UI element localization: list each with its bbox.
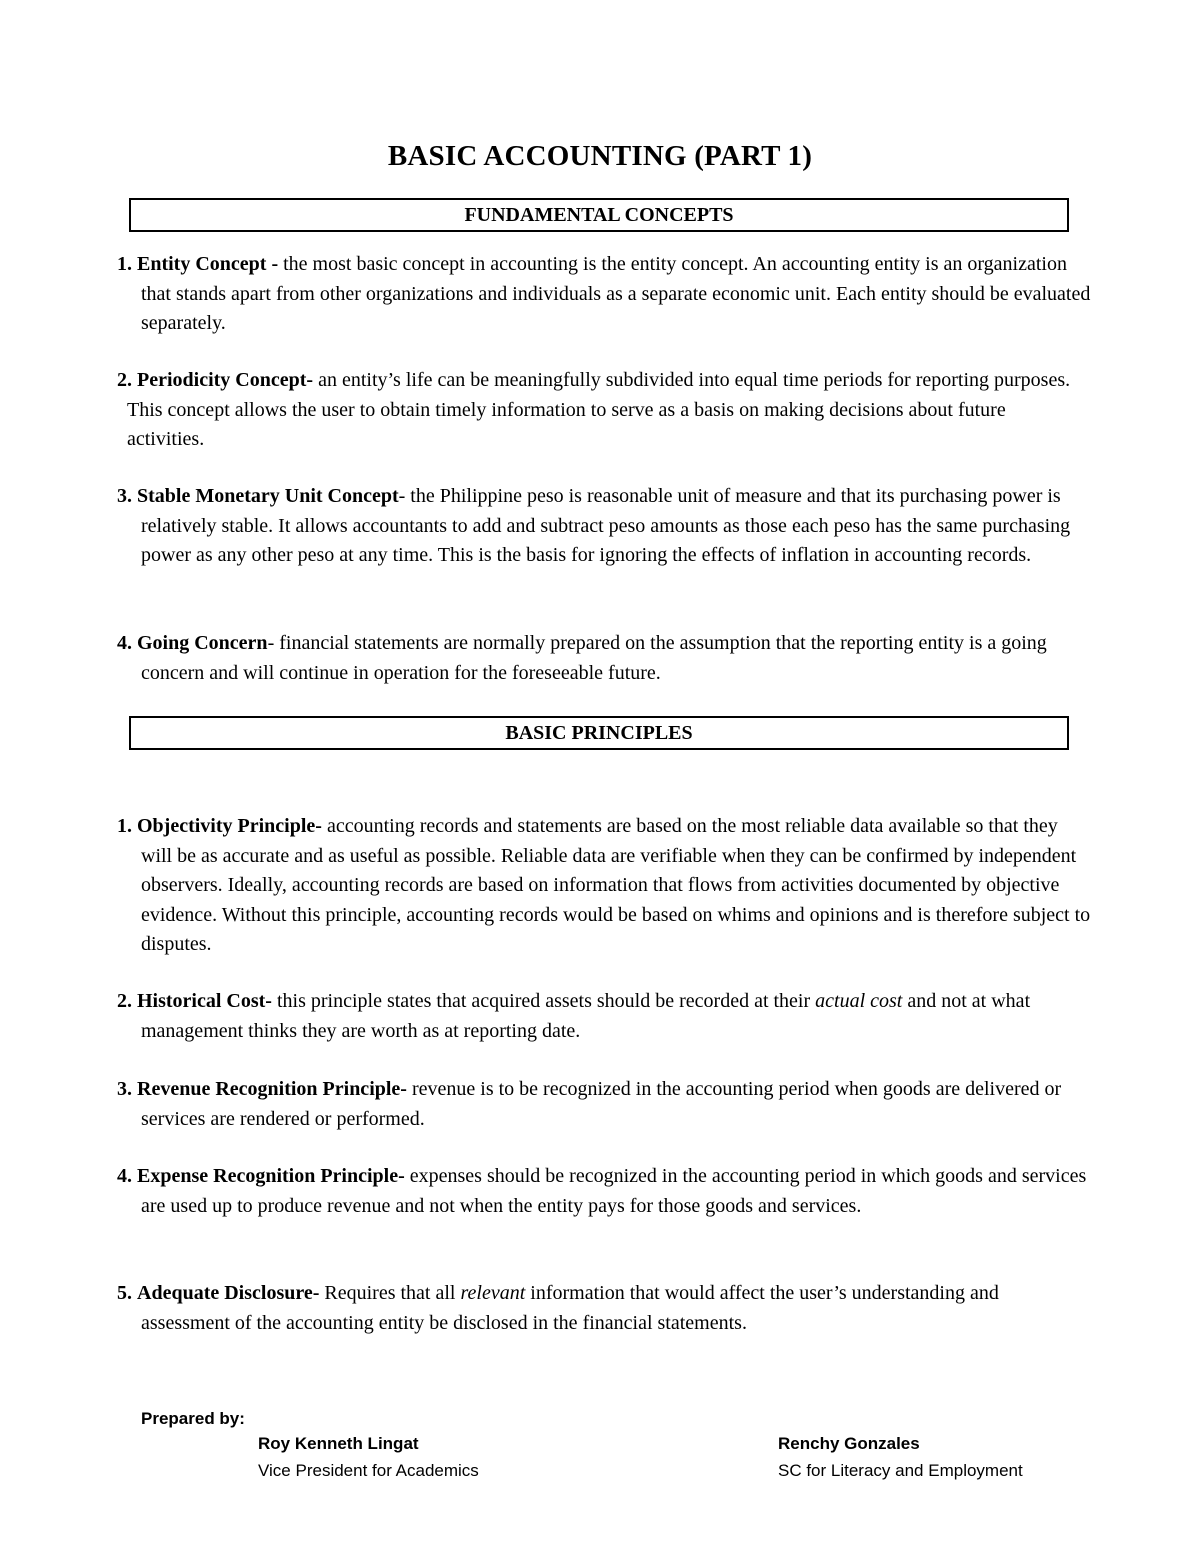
item-text: information that would affect the user’s understanding and assessment of the accounting entity be disclosed in the financial statements. bbox=[141, 1282, 999, 1334]
item-text: this principle states that acquired assets should be recorded at their bbox=[271, 990, 816, 1012]
concept-item bbox=[117, 250, 1091, 339]
item-text: - the Philippine peso is reasonable unit of measure and that its purchasing power is relatively stable. It allows accountants to add and subtract peso amounts as those each peso has the same purchasing power as any other peso at any time. This is the basis for ignoring the effects of inflation in accounting records. bbox=[141, 485, 1071, 566]
concept-item bbox=[117, 482, 1091, 571]
item-text: and not at what management thinks they are worth as at reporting date. bbox=[141, 990, 1031, 1042]
principle-item bbox=[117, 812, 1091, 960]
item-number: 4. bbox=[117, 632, 132, 654]
item-text: expenses should be recognized in the accounting period in which goods and services are used up to produce revenue and not when the entity pays for those goods and services. bbox=[141, 1165, 1087, 1217]
principle-item bbox=[117, 987, 1091, 1046]
item-term: Stable Monetary Unit Concept bbox=[137, 485, 399, 507]
item-emphasis: actual cost bbox=[815, 990, 903, 1012]
item-term: Historical Cost- bbox=[137, 990, 272, 1012]
item-term: Periodicity Concept- bbox=[137, 369, 314, 391]
item-text: an entity’s life can be meaningfully subdivided into equal time periods for reporting purposes. This concept allows the user to obtain timely information to serve as a basis on making decisions about future activities. bbox=[127, 369, 1071, 450]
item-number: 2. bbox=[117, 990, 132, 1012]
section-heading-basic-principles: BASIC PRINCIPLES bbox=[129, 716, 1069, 750]
item-term: Expense Recognition Principle- bbox=[137, 1165, 405, 1187]
item-term: Revenue Recognition Principle- bbox=[137, 1078, 407, 1100]
item-number: 5. bbox=[117, 1282, 132, 1304]
item-text: revenue is to be recognized in the accounting period when goods are delivered or services are rendered or performed. bbox=[141, 1078, 1062, 1130]
item-number: 3. bbox=[117, 1078, 132, 1100]
item-number: 4. bbox=[117, 1165, 132, 1187]
item-text: accounting records and statements are based on the most reliable data available so that they will be as accurate and as useful as possible. Reliable data are verifiable when they can be confirmed by independent observers. Ideally, accounting records are based on information that flows from activities documented by objective evidence. Without this principle, accounting records would be based on whims and opinions and is therefore subject to disputes. bbox=[141, 815, 1091, 955]
item-emphasis: relevant bbox=[460, 1282, 526, 1304]
item-term: Going Concern bbox=[137, 632, 268, 654]
concept-item bbox=[117, 629, 1091, 688]
principle-item bbox=[117, 1162, 1091, 1221]
preparer-role: Vice President for Academics bbox=[258, 1461, 479, 1480]
preparer-name: Renchy Gonzales bbox=[778, 1434, 920, 1453]
principle-item bbox=[117, 1075, 1091, 1134]
item-number: 1. bbox=[117, 815, 132, 837]
preparer-role: SC for Literacy and Employment bbox=[778, 1461, 1023, 1480]
concept-item bbox=[117, 366, 1077, 455]
principle-item bbox=[117, 1279, 1091, 1338]
item-text: the most basic concept in accounting is the entity concept. An accounting entity is an organization that stands apart from other organizations and individuals as a separate economic unit. Each entity should be evaluated separately. bbox=[141, 253, 1091, 334]
item-term: Objectivity Principle- bbox=[137, 815, 322, 837]
item-number: 3. bbox=[117, 485, 132, 507]
item-text: Requires that all bbox=[319, 1282, 461, 1304]
item-term: Adequate Disclosure- bbox=[137, 1282, 320, 1304]
item-text: - financial statements are normally prepared on the assumption that the reporting entity is a going concern and will continue in operation for the foreseeable future. bbox=[141, 632, 1047, 684]
item-number: 1. bbox=[117, 253, 132, 275]
document-title: BASIC ACCOUNTING (PART 1) bbox=[387, 140, 813, 172]
section-heading-fundamental-concepts: FUNDAMENTAL CONCEPTS bbox=[129, 198, 1069, 232]
prepared-by-label: Prepared by: bbox=[141, 1409, 245, 1428]
item-term: Entity Concept - bbox=[137, 253, 279, 275]
preparer-name: Roy Kenneth Lingat bbox=[258, 1434, 419, 1453]
item-number: 2. bbox=[117, 369, 132, 391]
